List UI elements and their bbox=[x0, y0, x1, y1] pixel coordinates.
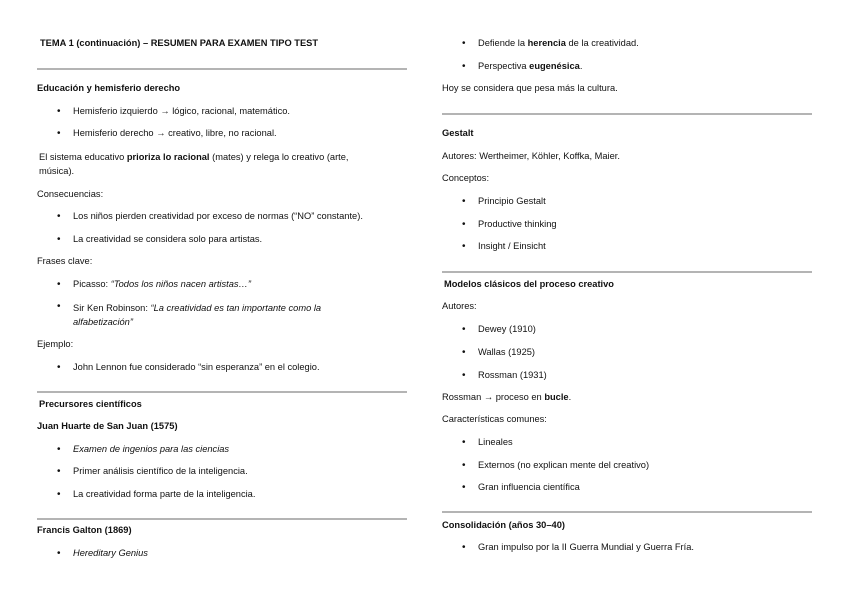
list-item-text: Defiende la herencia de la creatividad. bbox=[478, 38, 639, 48]
section-divider bbox=[442, 113, 812, 115]
label-conceptos: Conceptos: bbox=[442, 173, 490, 183]
bullet-icon: • bbox=[57, 211, 61, 222]
bullet-icon: • bbox=[462, 370, 466, 381]
gestalt-autores: Autores: Wertheimer, Köhler, Koffka, Maier. bbox=[442, 151, 620, 161]
label-ejemplo: Ejemplo: bbox=[37, 339, 74, 349]
list-item-text: Gran influencia científica bbox=[478, 482, 580, 492]
bullet-icon: • bbox=[462, 38, 466, 49]
list-item-text: Lineales bbox=[478, 437, 513, 447]
list-item-text: Externos (no explican mente del creativo) bbox=[478, 460, 650, 470]
bullet-icon: • bbox=[57, 234, 61, 245]
subsection-title-huarte: Juan Huarte de San Juan (1575) bbox=[37, 421, 178, 431]
bullet-icon: • bbox=[57, 106, 61, 117]
label-autores: Autores: bbox=[442, 301, 477, 311]
label-caracteristicas: Características comunes: bbox=[442, 414, 547, 424]
list-item-text: Principio Gestalt bbox=[478, 196, 546, 206]
list-item-text: Wallas (1925) bbox=[478, 347, 536, 357]
list-item-text: Hereditary Genius bbox=[73, 548, 148, 558]
bullet-icon: • bbox=[462, 196, 466, 207]
section-title-gestalt: Gestalt bbox=[442, 128, 474, 138]
list-item-text: Insight / Einsicht bbox=[478, 241, 546, 251]
section-title-consolidacion: Consolidación (años 30–40) bbox=[442, 520, 565, 530]
list-item-text: Hemisferio izquierdo → lógico, racional, matemático. bbox=[73, 106, 291, 116]
subsection-title-galton: Francis Galton (1869) bbox=[37, 525, 132, 535]
list-item-text: Dewey (1910) bbox=[478, 324, 536, 334]
list-item-text: Los niños pierden creatividad por exceso de normas (“NO” constante). bbox=[73, 211, 363, 221]
list-item-text: Primer análisis científico de la inteligencia. bbox=[73, 466, 248, 476]
list-item-text: Gran impulso por la II Guerra Mundial y Guerra Fría. bbox=[478, 542, 694, 552]
bullet-icon: • bbox=[462, 437, 466, 448]
bullet-icon: • bbox=[462, 241, 466, 252]
section-title-educacion: Educación y hemisferio derecho bbox=[37, 83, 181, 93]
list-item-text: Hemisferio derecho → creativo, libre, no racional. bbox=[73, 128, 277, 138]
section-title-precursores: Precursores científicos bbox=[39, 399, 142, 409]
note-cultura: Hoy se considera que pesa más la cultura. bbox=[442, 83, 618, 93]
bullet-icon: • bbox=[462, 324, 466, 335]
bullet-icon: • bbox=[57, 128, 61, 139]
bullet-icon: • bbox=[57, 466, 61, 477]
bullet-icon: • bbox=[462, 347, 466, 358]
bullet-icon: • bbox=[57, 301, 61, 312]
section-title-modelos: Modelos clásicos del proceso creativo bbox=[444, 279, 614, 289]
bullet-icon: • bbox=[57, 548, 61, 559]
page-header: TEMA 1 (continuación) – RESUMEN PARA EXAMEN TIPO TEST bbox=[40, 38, 319, 48]
list-item-text: John Lennon fue considerado “sin esperanza” en el colegio. bbox=[73, 362, 320, 372]
list-item-text: La creatividad forma parte de la inteligencia. bbox=[73, 489, 256, 499]
section-divider bbox=[37, 68, 407, 70]
rossman-note: Rossman → proceso en bucle. bbox=[442, 392, 572, 402]
list-item-text: La creatividad se considera solo para artistas. bbox=[73, 234, 263, 244]
section-divider bbox=[442, 271, 812, 273]
label-frases-clave: Frases clave: bbox=[37, 256, 93, 266]
bullet-icon: • bbox=[57, 362, 61, 373]
section-divider bbox=[37, 518, 407, 520]
bullet-icon: • bbox=[57, 489, 61, 500]
list-item-text: Rossman (1931) bbox=[478, 370, 547, 380]
bullet-icon: • bbox=[462, 482, 466, 493]
bullet-icon: • bbox=[57, 444, 61, 455]
list-item-text: Perspectiva eugenésica. bbox=[478, 61, 583, 71]
list-item-text: Sir Ken Robinson: “La creatividad es tan importante como la alfabetización” bbox=[73, 303, 322, 328]
bullet-icon: • bbox=[462, 61, 466, 72]
section-divider bbox=[37, 391, 407, 393]
list-item-text: Picasso: “Todos los niños nacen artistas…” bbox=[73, 279, 251, 289]
bullet-icon: • bbox=[462, 219, 466, 230]
section-divider bbox=[442, 511, 812, 513]
paragraph-sistema-educativo: El sistema educativo prioriza lo racional (mates) y relega lo creativo (arte, música). bbox=[39, 152, 349, 177]
label-consecuencias: Consecuencias: bbox=[37, 189, 104, 199]
list-item-text: Productive thinking bbox=[478, 219, 557, 229]
bullet-icon: • bbox=[462, 542, 466, 553]
list-item-text: Examen de ingenios para las ciencias bbox=[73, 444, 230, 454]
bullet-icon: • bbox=[462, 460, 466, 471]
bullet-icon: • bbox=[57, 279, 61, 290]
